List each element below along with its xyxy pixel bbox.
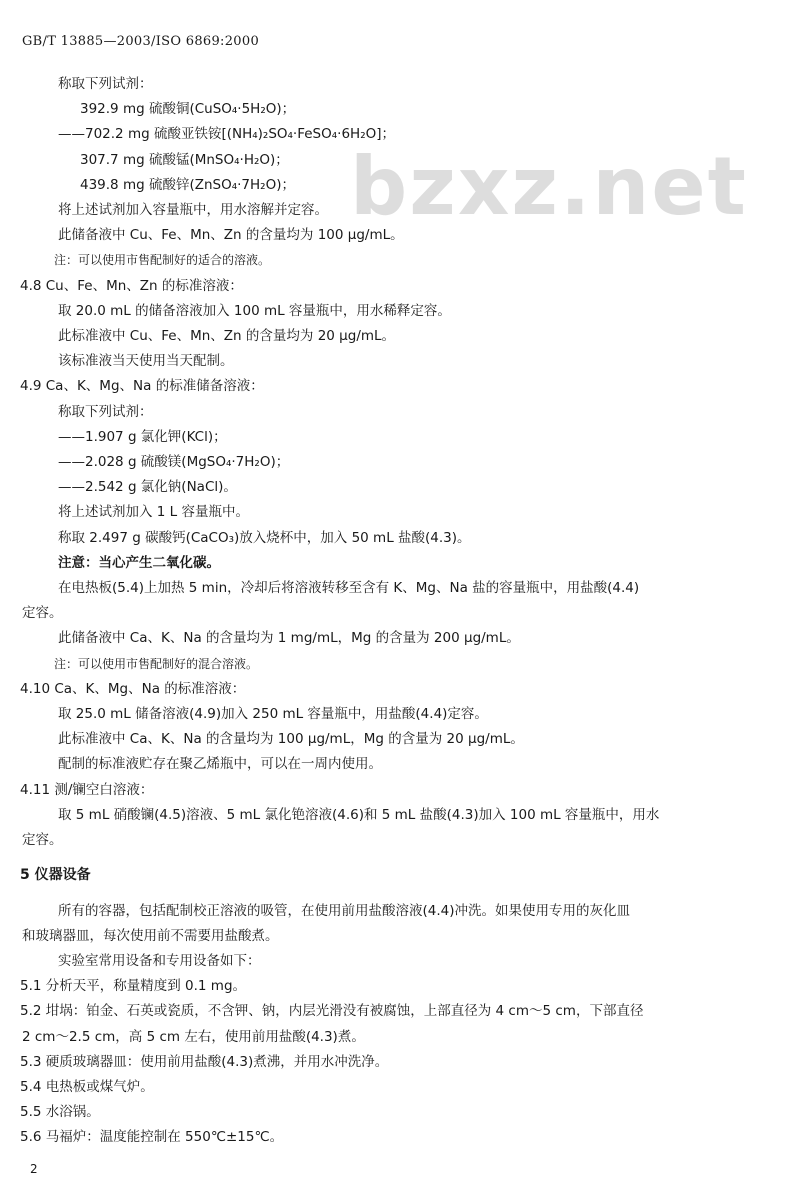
text-line: 此标准液中 Ca、K、Na 的含量均为 100 μg/mL，Mg 的含量为 20 μg/mL。 xyxy=(58,731,524,748)
text-line: ——702.2 mg 硫酸亚铁铵[(NH₄)₂SO₄·FeSO₄·6H₂O]； xyxy=(58,126,395,143)
text-line: 取 25.0 mL 储备溶液(4.9)加入 250 mL 容量瓶中，用盐酸(4.4)定容。 xyxy=(58,706,488,723)
clause-heading: 5.5 水浴锅。 xyxy=(20,1104,100,1121)
clause-heading: 5.3 硬质玻璃器皿：使用前用盐酸(4.3)煮沸，并用水冲洗净。 xyxy=(20,1053,389,1070)
clause-heading: 4.11 测/镧空白溶液： xyxy=(20,781,154,798)
clause-heading: 5.2 坩埚：铂金、石英或瓷质，不含钾、钠，内层光滑没有被腐蚀，上部直径为 4 cm～5 cm，下部直径 xyxy=(20,1003,644,1020)
text-line: 307.7 mg 硫酸锰(MnSO₄·H₂O)； xyxy=(80,151,289,168)
text-line: 将上述试剂加入 1 L 容量瓶中。 xyxy=(58,504,249,521)
clause-heading: 4.10 Ca、K、Mg、Na 的标准溶液： xyxy=(20,680,246,697)
document-body xyxy=(20,72,780,1151)
section-title: 5 仪器设备 xyxy=(20,867,91,884)
clause-heading: 4.8 Cu、Fe、Mn、Zn 的标准溶液： xyxy=(20,277,243,294)
text-line: 配制的标准液贮存在聚乙烯瓶中，可以在一周内使用。 xyxy=(58,756,382,773)
text-line: 定容。 xyxy=(22,605,63,622)
text-line: 439.8 mg 硫酸锌(ZnSO₄·7H₂O)； xyxy=(80,176,295,193)
text-line: 此储备液中 Cu、Fe、Mn、Zn 的含量均为 100 μg/mL。 xyxy=(58,227,404,244)
note-line: 注：可以使用市售配制好的适合的溶液。 xyxy=(54,253,271,268)
text-line: 取 20.0 mL 的储备溶液加入 100 mL 容量瓶中，用水稀释定容。 xyxy=(58,302,451,319)
text-line: 称取下列试剂： xyxy=(58,76,153,92)
clause-heading: 5.6 马福炉：温度能控制在 550℃±15℃。 xyxy=(20,1129,284,1146)
text-line: 将上述试剂加入容量瓶中，用水溶解并定容。 xyxy=(58,202,328,219)
text-line: 称取 2.497 g 碳酸钙(CaCO₃)放入烧杯中，加入 50 mL 盐酸(4.3)。 xyxy=(58,529,471,546)
text-line: 取 5 mL 硝酸镧(4.5)溶液、5 mL 氯化铯溶液(4.6)和 5 mL 盐酸(4.3)加入 100 mL 容量瓶中，用水 xyxy=(58,806,660,823)
text-line: 实验室常用设备和专用设备如下： xyxy=(58,952,261,969)
text-line: 在电热板(5.4)上加热 5 min，冷却后将溶液转移至含有 K、Mg、Na 盐的容量瓶中，用盐酸(4.4) xyxy=(58,580,640,597)
caution-line: 注意：当心产生二氧化碳。 xyxy=(58,554,220,571)
clause-heading: 5.4 电热板或煤气炉。 xyxy=(20,1078,154,1095)
document-header: GB/T 13885—2003/ISO 6869:2000 xyxy=(22,34,260,49)
watermark: bzxz.net xyxy=(350,140,748,233)
text-line: 和玻璃器皿，每次使用前不需要用盐酸煮。 xyxy=(22,927,279,944)
text-line: ——1.907 g 氯化钾(KCl)； xyxy=(58,428,227,445)
text-line: 该标准液当天使用当天配制。 xyxy=(58,353,234,370)
text-line: ——2.028 g 硫酸镁(MgSO₄·7H₂O)； xyxy=(58,454,290,471)
clause-heading: 4.9 Ca、K、Mg、Na 的标准储备溶液： xyxy=(20,378,264,395)
note-line: 注：可以使用市售配制好的混合溶液。 xyxy=(54,656,259,671)
text-line: 称取下列试剂： xyxy=(58,403,153,420)
page-number: 2 xyxy=(30,1162,38,1176)
text-line: 2 cm～2.5 cm，高 5 cm 左右，使用前用盐酸(4.3)煮。 xyxy=(22,1028,365,1045)
text-line: 此储备液中 Ca、K、Na 的含量均为 1 mg/mL，Mg 的含量为 200 μg/mL。 xyxy=(58,630,520,647)
text-line: 定容。 xyxy=(22,832,63,849)
clause-heading: 5.1 分析天平，称量精度到 0.1 mg。 xyxy=(20,978,247,995)
text-line: 所有的容器，包括配制校正溶液的吸管，在使用前用盐酸溶液(4.4)冲洗。如果使用专用的灰化皿 xyxy=(58,902,631,919)
text-line: ——2.542 g 氯化钠(NaCl)。 xyxy=(58,479,237,496)
text-line: 此标准液中 Cu、Fe、Mn、Zn 的含量均为 20 μg/mL。 xyxy=(58,328,396,345)
text-line: 392.9 mg 硫酸铜(CuSO₄·5H₂O)； xyxy=(80,101,296,118)
